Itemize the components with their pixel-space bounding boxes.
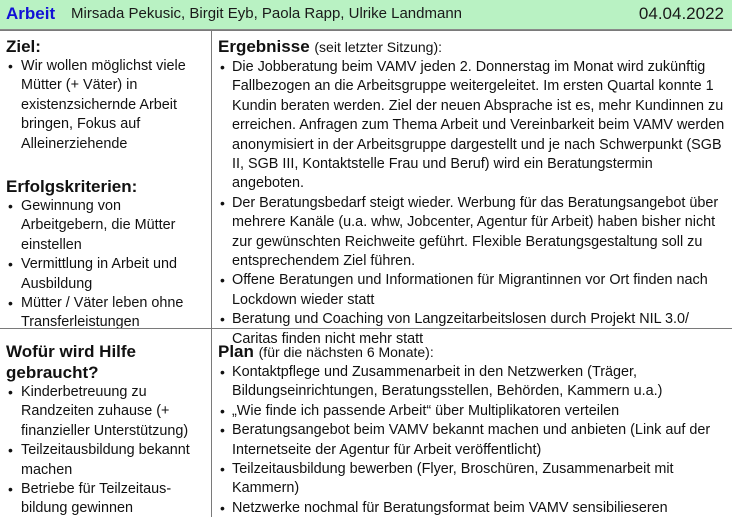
plan-item: • Beratungsangebot beim VAMV bekannt machen und anbieten (Link auf der Internetseite der Agentur für Arbeit veröffentlicht) (218, 421, 726, 460)
hilfe-item: • Kinderbetreuung zu Randzeiten zuhause (+ finanzieller Unterstützung) (6, 383, 205, 441)
ergebnisse-heading-line (218, 36, 726, 58)
erfolgskriterien-list (6, 197, 205, 333)
plan-heading-line (218, 341, 726, 363)
topic-title: Arbeit (6, 4, 56, 23)
erfolgskriterien-item: • Mütter / Väter leben ohne Transferleistungen (6, 294, 205, 333)
ergebnisse-list (218, 58, 726, 349)
plan-item: • Netzwerke nochmal für Beratungsformat beim VAMV sensibilieseren (218, 499, 726, 518)
erfolgskriterien-heading: Erfolgskriterien: (6, 177, 138, 197)
erfolgskriterien-item: • Vermittlung in Arbeit und Ausbildung (6, 255, 205, 294)
plan-colon: : (429, 344, 434, 360)
ergebnisse-item: • Offene Beratungen und Informationen für Migrantinnen vor Ort finden nach Lockdown wieder statt (218, 271, 726, 310)
hilfe-cell (0, 328, 212, 517)
hilfe-list (6, 383, 205, 519)
participants: Mirsada Pekusic, Birgit Eyb, Paola Rapp, Ulrike Landmann (71, 5, 463, 22)
ziel-list (6, 57, 205, 154)
plan-item: • Kontaktpflege und Zusammenarbeit in den Netzwerken (Träger, Bildungseinrichtungen, Beratungsstellen, Behörden, Kammern u.a.) (218, 363, 726, 402)
meeting-date: 04.04.2022 (638, 4, 724, 23)
plan-item: • Teilzeitausbildung bewerben (Flyer, Broschüren, Zusammenarbeit mit Kammern) (218, 460, 726, 499)
plan-item: • „Wie finde ich passende Arbeit“ über Multiplikatoren verteilen (218, 402, 726, 421)
hilfe-item: • Betriebe für Teilzeitaus-bildung gewinnen (6, 480, 205, 519)
ergebnisse-subheading: (seit letzter Sitzung) (314, 39, 439, 55)
plan-list (218, 363, 726, 518)
ziel-item: • Wir wollen möglichst viele Mütter (+ Väter) in existenzsichernde Arbeit bringen, Fokus auf Alleinerziehende (6, 57, 205, 154)
ergebnisse-item: • Beratung und Coaching von Langzeitarbeitslosen durch Projekt NIL 3.0/ Caritas finden nicht mehr statt (218, 310, 726, 349)
ergebnisse-cell (211, 30, 732, 347)
ergebnisse-colon: : (438, 39, 442, 55)
ergebnisse-heading: Ergebnisse (218, 37, 310, 56)
ergebnisse-item: • Die Jobberatung beim VAMV jeden 2. Donnerstag im Monat wird zukünftig Fallbezogen an die Arbeitsgruppe weitergeleitet. Im ersten Quartal konnte 1 Kundin beraten werden. Ziel der neuen Absprache ist es, mehr Kundinnen zu erreichen. Anfragen zum Thema Arbeit und Vereinbarkeit beim VAMV werden anonymisiert in der Arbeitsgruppe dargestellt und je nach Schwerpunkt (SGB II, SGB III, Kontaktstelle Frau und Beruf) wird ein Beratungstermin angeboten. (218, 58, 726, 194)
ziel-cell (0, 30, 212, 329)
hilfe-item: • Teilzeitausbildung bekannt machen (6, 441, 205, 480)
erfolgskriterien-item: • Gewinnung von Arbeitgebern, die Mütter einstellen (6, 197, 205, 255)
header-bar (0, 0, 732, 30)
ergebnisse-item: • Der Beratungsbedarf steigt wieder. Werbung für das Beratungsangebot über mehrere Kanäle (u.a. whw, Jobcenter, Agentur für Arbeit) haben bisher nicht zur gewünschten Reichweite geführt. Flexible Beratungsgestaltung soll zu entsprechendem Ziel führen. (218, 194, 726, 272)
plan-cell (211, 328, 732, 517)
plan-heading: Plan (218, 342, 254, 361)
ziel-heading: Ziel: (6, 37, 41, 56)
plan-subheading: (für die nächsten 6 Monate) (258, 344, 430, 360)
hilfe-heading: Wofür wird Hilfe gebraucht? (6, 342, 137, 382)
